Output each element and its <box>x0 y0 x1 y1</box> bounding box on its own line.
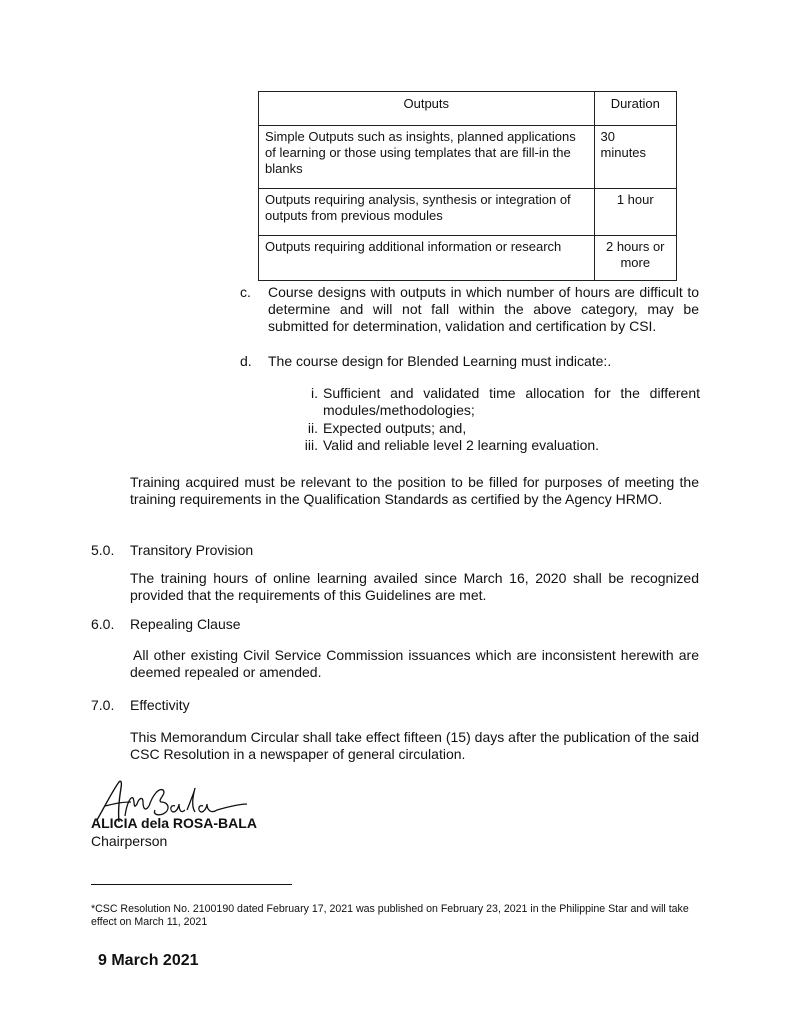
item-marker-d: d. <box>240 353 252 369</box>
duration-value: 2 hours or <box>605 239 665 254</box>
section-body: All other existing Civil Service Commission issuances which are inconsistent herewith are deemed repealed or amended. <box>130 647 699 680</box>
section-title: Repealing Clause <box>130 616 241 632</box>
subitem-text: Expected outputs; and, <box>323 420 467 436</box>
header-duration: Duration <box>594 92 676 126</box>
table-row <box>259 126 677 189</box>
document-date: 9 March 2021 <box>98 952 199 969</box>
signatory-title: Chairperson <box>91 833 168 849</box>
duration-cell <box>594 236 676 281</box>
duration-unit: minutes <box>600 145 647 160</box>
output-cell: Outputs requiring additional information or research <box>259 236 595 281</box>
subitem-text: Valid and reliable level 2 learning evaluation. <box>323 437 600 453</box>
section-title: Effectivity <box>130 697 190 713</box>
footnote: *CSC Resolution No. 2100190 dated February 17, 2021 was published on February 23, 2021 in the Philippine Star and will take effect on March 11, 2021 <box>91 903 689 928</box>
item-c-text: Course designs with outputs in which number of hours are difficult to determine and will not fall within the above category, may be submitted for determination, validation and certification by CSI. <box>268 284 699 334</box>
table-row <box>259 236 677 281</box>
table-header-row <box>259 92 677 126</box>
section-body: The training hours of online learning availed since March 16, 2020 shall be recognized provided that the requirements of this Guidelines are met. <box>130 570 699 603</box>
output-cell: Outputs requiring analysis, synthesis or integration of outputs from previous modules <box>259 189 595 236</box>
section-number: 6.0. <box>91 616 115 632</box>
section-title: Transitory Provision <box>130 542 254 558</box>
item-d-text: The course design for Blended Learning must indicate:. <box>268 353 612 369</box>
duration-value: 1 hour <box>616 192 654 207</box>
duration-unit: more <box>620 255 651 270</box>
footnote-divider <box>91 884 292 885</box>
duration-cell <box>594 126 676 189</box>
subitem-marker: iii. <box>304 437 318 453</box>
output-cell: Simple Outputs such as insights, planned applications of learning or those using templates that are fill-in the blanks <box>259 126 595 189</box>
duration-value: 30 <box>600 129 615 144</box>
item-marker-c: c. <box>240 284 251 300</box>
subitem-marker: i. <box>311 385 318 401</box>
subitem-marker: ii. <box>307 420 318 436</box>
outputs-duration-table <box>258 91 677 281</box>
header-outputs: Outputs <box>259 92 595 126</box>
section-number: 7.0. <box>91 697 115 713</box>
training-paragraph: Training acquired must be relevant to the position to be filled for purposes of meeting the training requirements in the Qualification Standards as certified by the Agency HRMO. <box>130 474 699 507</box>
table-row <box>259 189 677 236</box>
signatory-name: ALICIA dela ROSA-BALA <box>91 815 257 831</box>
duration-cell <box>594 189 676 236</box>
section-number: 5.0. <box>91 542 115 558</box>
section-body: This Memorandum Circular shall take effect fifteen (15) days after the publication of the said CSC Resolution in a newspaper of general circulation. <box>130 729 699 762</box>
subitem-text: Sufficient and validated time allocation for the different modules/methodologies; <box>323 385 700 418</box>
